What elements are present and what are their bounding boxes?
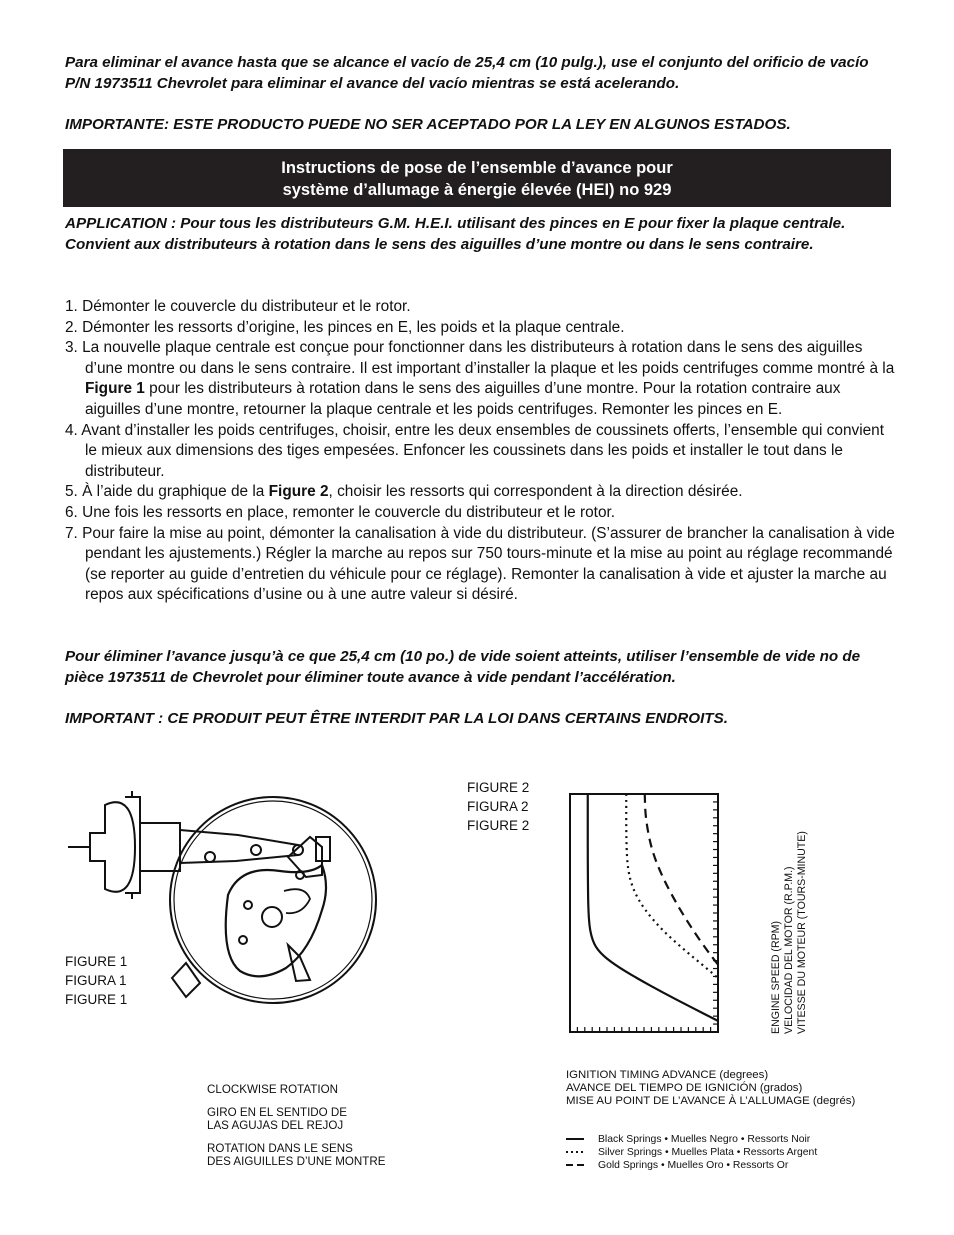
center-plate <box>226 865 326 976</box>
figure-1-label-es: FIGURA 1 <box>65 973 127 988</box>
figure-1-label-fr: FIGURE 1 <box>65 992 128 1007</box>
chart-legend <box>566 1133 817 1172</box>
step-5-figure-ref: Figure 2 <box>268 483 329 501</box>
figure-2-label-es: FIGURA 2 <box>467 799 529 814</box>
center-cam <box>284 889 310 913</box>
y-axis-label <box>770 774 810 1034</box>
y-axis-label-fr: VITESSE DU MOTEUR (TOURS-MINUTE) <box>796 831 809 1034</box>
legend-gold <box>566 1159 817 1172</box>
legend-silver <box>566 1146 817 1159</box>
legend-gold-text: Gold Springs • Muelles Oro • Ressorts Or <box>598 1160 789 1171</box>
center-shaft-hole <box>262 907 282 927</box>
advance-curve-chart <box>560 786 730 1036</box>
french-legal-warning: IMPORTANT : CE PRODUIT PEUT ÊTRE INTERDIT PAR LA LOI DANS CERTAINS ENDROITS. <box>65 710 728 727</box>
step-4: 4. Avant d’installer les poids centrifuges, choisir, entre les deux ensembles de coussinets offerts, l’ensemble qui convient le mieux aux dimensions des tiges empesées. Enfoncer les coussinets dans les poids et installer le tout dans le distributeur. <box>65 421 885 480</box>
step-3-text-b: pour les distributeurs à rotation dans le sens des aiguilles d’une montre. Pour la rotation contraire aux aiguilles d’une montre, retourner la plaque centrale et les poids centrifuges. Remonter les pinces en E. <box>85 380 841 418</box>
weight-lower <box>288 945 310 981</box>
rotation-es-1: GIRO EN EL SENTIDO DE <box>207 1106 348 1120</box>
vacuum-arm <box>140 823 180 871</box>
spanish-vacuum-note: Para eliminar el avance hasta que se alcance el vacío de 25,4 cm (10 pulg.), use el conjunto del orificio de vacío P/N 1973511 Chevrolet para eliminar el avance del vacío mientras se está acelerando. <box>65 54 869 92</box>
link-rivet-2 <box>251 845 261 855</box>
step-7: 7. Pour faire la mise au point, démonter la canalisation à vide du distributeur. (S’assurer de brancher la canalisation à vide pendant les ajustements.) Régler la marche au repos sur 750 tours-minute et la mise au point au réglage recommandé (se reporter au guide d’entretien du véhicule pour ce réglage). Remonter la canalisation à vide et ajuster la marche au repos aux spécifications d’usine ou à une autre valeur si désiré. <box>65 524 895 604</box>
french-title-banner <box>63 149 891 207</box>
series-gold-springs <box>645 794 718 965</box>
rotation-fr-1: ROTATION DANS LE SENS <box>207 1142 353 1156</box>
plate-hole-3 <box>244 901 252 909</box>
figure-2-label-fr: FIGURE 2 <box>467 818 530 833</box>
vacuum-canister-bracket <box>125 797 140 893</box>
chart-ticks <box>577 802 718 1032</box>
rotation-es-2: LAS AGUJAS DEL REJOJ <box>207 1118 344 1132</box>
distributor-housing-outline <box>170 797 376 1003</box>
vacuum-canister <box>90 802 135 892</box>
step-3-text-a: 3. La nouvelle plaque centrale est conçue pour fonctionner dans les distributeurs à rotation dans le sens des aiguilles d’une montre ou dans le sens contraire. Il est important d’installer la plaque et les poids centrifuges comme montré à la <box>65 339 895 377</box>
step-1: 1. Démonter le couvercle du distributeur et le rotor. <box>65 298 411 315</box>
step-3 <box>65 338 895 420</box>
application-note: APPLICATION : Pour tous les distributeurs G.M. H.E.I. utilisant des pinces en E pour fixer la plaque centrale. Convient aux distributeurs à rotation dans le sens des aiguilles d’une montre ou dans le sens contraire. <box>65 215 846 253</box>
plate-hole-1 <box>239 936 247 944</box>
x-axis-label-fr: MISE AU POINT DE L’AVANCE À L’ALLUMAGE (degrés) <box>566 1095 856 1108</box>
chart-series <box>588 794 718 1021</box>
legend-black <box>566 1133 817 1146</box>
x-axis-label-es: AVANCE DEL TIEMPO DE IGNICIÓN (grados) <box>566 1082 803 1095</box>
distributor-housing-inner <box>174 801 372 999</box>
rotation-caption <box>207 1084 385 1168</box>
x-axis-label <box>566 1069 855 1109</box>
legend-silver-text: Silver Springs • Muelles Plata • Ressorts Argent <box>598 1147 818 1158</box>
x-axis-label-en: IGNITION TIMING ADVANCE (degrees) <box>566 1069 769 1081</box>
legend-swatch-dashed <box>566 1162 584 1168</box>
banner-line-2: système d’allumage à énergie élevée (HEI) no 929 <box>282 181 672 199</box>
step-5 <box>65 482 895 503</box>
banner-line-1: Instructions de pose de l’ensemble d’avance pour <box>281 159 673 177</box>
figure-2-label-en: FIGURE 2 <box>467 780 530 795</box>
chart-frame <box>570 794 718 1032</box>
step-5-text-b: , choisir les ressorts qui correspondent à la direction désirée. <box>328 483 743 501</box>
french-vacuum-note: Pour éliminer l’avance jusqu’à ce que 25,4 cm (10 po.) de vide soient atteints, utiliser l’ensemble de vide no de pièce 1973511 de Chevrolet pour éliminer toute avance à vide pendant l’accélération. <box>65 648 861 686</box>
step-2: 2. Démonter les ressorts d’origine, les pinces en E, les poids et la plaque centrale. <box>65 318 625 336</box>
legend-swatch-solid <box>566 1136 584 1142</box>
install-steps <box>65 297 895 606</box>
series-silver-springs <box>626 794 718 978</box>
rotation-fr-2: DES AIGUILLES D’UNE MONTRE <box>207 1154 386 1168</box>
link-rivet-1 <box>205 852 215 862</box>
legend-black-text: Black Springs • Muelles Negro • Ressorts Noir <box>598 1134 811 1145</box>
legend-swatch-dotted <box>566 1149 584 1155</box>
series-black-springs <box>588 794 718 1021</box>
y-axis-label-en: ENGINE SPEED (RPM) <box>770 920 782 1034</box>
step-5-text-a: 5. À l’aide du graphique de la <box>65 483 269 501</box>
step-3-figure-ref: Figure 1 <box>85 380 145 398</box>
figure-1-label <box>65 952 127 1009</box>
spanish-legal-warning: IMPORTANTE: ESTE PRODUCTO PUEDE NO SER ACEPTADO POR LA LEY EN ALGUNOS ESTADOS. <box>65 116 791 133</box>
step-6: 6. Une fois les ressorts en place, remonter le couvercle du distributeur et le rotor. <box>65 503 616 521</box>
y-axis-label-es: VELOCIDAD DEL MOTOR (R.P.M.) <box>783 866 796 1034</box>
rotation-en: CLOCKWISE ROTATION <box>207 1083 338 1096</box>
figure-2-label <box>467 778 529 835</box>
figure-1-label-en: FIGURE 1 <box>65 954 128 969</box>
